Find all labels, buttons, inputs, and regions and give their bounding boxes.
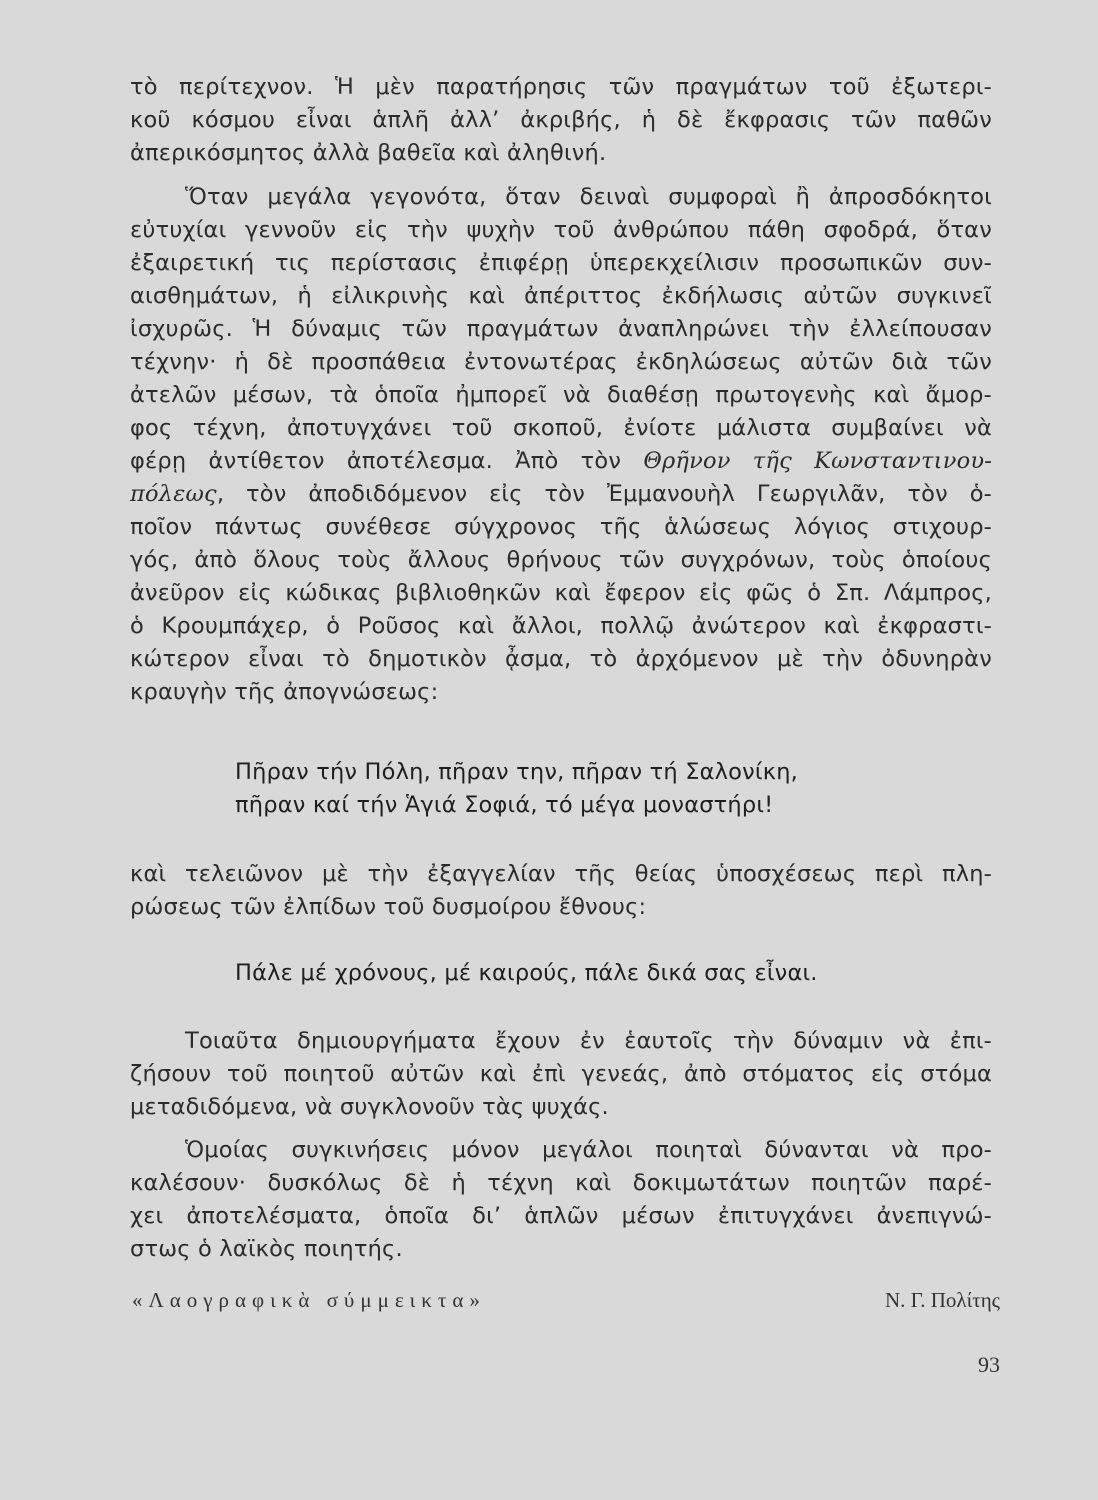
text-line xyxy=(130,281,992,311)
verse-line xyxy=(235,757,798,787)
text-span: καλέσουν· δυσκόλως δὲ ἡ τέχνη καὶ δοκιμωτάτων ποιητῶν παρέ- xyxy=(130,1170,992,1196)
text-line xyxy=(130,413,992,443)
text-line xyxy=(130,512,992,542)
text-line xyxy=(130,314,992,344)
text-span: ζήσουν τοῦ ποιητοῦ αὐτῶν καὶ ἐπὶ γενεάς, ἀπὸ στόματος εἰς στόμα xyxy=(130,1061,992,1087)
text-line xyxy=(130,677,992,707)
text-span: ἰσχυρῶς. Ἡ δύναμις τῶν πραγμάτων ἀναπληρώνει τὴν ἐλλείπουσαν xyxy=(130,316,992,342)
text-line xyxy=(130,72,992,102)
text-span: ποῖον πάντως συνέθεσε σύγχρονος τῆς ἁλώσεως λόγιος στιχουρ- xyxy=(130,514,992,540)
text-line xyxy=(130,611,992,641)
text-span: Πάλε μέ χρόνους, μέ καιρούς, πάλε δικά σας εἶναι. xyxy=(235,960,818,986)
text-span: ἐξαιρετική τις περίστασις ἐπιφέρῃ ὑπερεκχείλισιν προσωπικῶν συν- xyxy=(130,250,992,276)
text-span: τέχνην· ἡ δὲ προσπάθεια ἐντονωτέρας ἐκδηλώσεως αὐτῶν διὰ τῶν xyxy=(130,349,992,375)
text-line xyxy=(185,1135,992,1165)
text-line xyxy=(130,1201,992,1231)
text-line xyxy=(130,105,992,135)
text-span: , τὸν ἀποδιδόμενον εἰς τὸν Ἐμμανουὴλ Γεωργιλᾶν, τὸν ὁ- xyxy=(216,481,992,507)
text-span: κοῦ κόσμου εἶναι ἁπλῆ ἀλλ’ ἀκριβής, ἡ δὲ ἔκφρασις τῶν παθῶν xyxy=(130,107,992,133)
text-line xyxy=(130,1059,992,1089)
text-span: ἀνεῦρον εἰς κώδικας βιβλιοθηκῶν καὶ ἔφερον εἰς φῶς ὁ Σπ. Λάμπρος, xyxy=(130,580,992,606)
text-line xyxy=(130,1234,992,1264)
text-span: στως ὁ λαϊκὸς ποιητής. xyxy=(130,1236,403,1262)
text-line xyxy=(130,446,992,476)
text-line xyxy=(130,1168,992,1198)
text-span: εὐτυχίαι γεννοῦν εἰς τὴν ψυχὴν τοῦ ἀνθρώπου πάθη σφοδρά, ὅταν xyxy=(130,217,992,243)
text-line xyxy=(130,644,992,674)
text-line xyxy=(130,892,992,922)
text-line xyxy=(130,859,992,889)
text-span: φέρῃ ἀντίθετον ἀποτέλεσμα. Ἀπὸ τὸν xyxy=(130,448,644,474)
text-line xyxy=(130,138,992,168)
text-span: Τοιαῦτα δημιουργήματα ἔχουν ἐν ἑαυτοῖς τὴν δύναμιν νὰ ἐπι- xyxy=(185,1028,992,1054)
text-line xyxy=(130,347,992,377)
text-span: χει ἀποτελέσματα, ὁποῖα δι’ ἁπλῶν μέσων ἐπιτυγχάνει ἀνεπιγνώ- xyxy=(130,1203,992,1229)
text-line xyxy=(130,215,992,245)
text-line xyxy=(130,248,992,278)
text-span: ρώσεως τῶν ἐλπίδων τοῦ δυσμοίρου ἔθνους: xyxy=(130,894,647,920)
text-span: μεταδιδόμενα, νὰ συγκλονοῦν τὰς ψυχάς. xyxy=(130,1094,609,1120)
text-line xyxy=(130,578,992,608)
text-line xyxy=(130,479,992,509)
text-span: τὸ περίτεχνον. Ἡ μὲν παρατήρησις τῶν πραγμάτων τοῦ ἐξωτερι- xyxy=(130,74,992,100)
text-span: Ὁμοίας συγκινήσεις μόνον μεγάλοι ποιηταὶ δύνανται νὰ προ- xyxy=(185,1137,992,1163)
text-line xyxy=(130,380,992,410)
text-span: φος τέχνη, ἀποτυγχάνει τοῦ σκοποῦ, ἐνίοτε μάλιστα συμβαίνει νὰ xyxy=(130,415,992,441)
text-span: πῆραν καί τήν Ἁγιά Σοφιά, τό μέγα μοναστήρι! xyxy=(235,792,774,818)
text-span: κραυγὴν τῆς ἀπογνώσεως: xyxy=(130,679,439,705)
text-line xyxy=(130,1092,992,1122)
text-span: αισθημάτων, ἡ εἰλικρινὴς καὶ ἀπέριττος ἐκδήλωσις αὐτῶν συγκινεῖ xyxy=(130,283,992,309)
text-span: ἀπερικόσμητος ἀλλὰ βαθεῖα καὶ ἀληθινή. xyxy=(130,140,607,166)
text-span: Πῆραν τήν Πόλη, πῆραν την, πῆραν τή Σαλονίκη, xyxy=(235,759,799,785)
verse-line xyxy=(235,790,773,820)
text-span: γός, ἀπὸ ὅλους τοὺς ἄλλους θρήνους τῶν συγχρόνων, τοὺς ὁποίους xyxy=(130,547,992,573)
text-span: καὶ τελειῶνον μὲ τὴν ἐξαγγελίαν τῆς θείας ὑποσχέσεως περὶ πλη- xyxy=(130,861,992,887)
text-line xyxy=(130,545,992,575)
verse-line xyxy=(235,958,818,988)
italic-title: Θρῆνον τῆς Κωνσταντινου- xyxy=(643,448,992,474)
text-line xyxy=(185,1026,992,1056)
italic-title: πόλεως xyxy=(130,481,217,507)
page-number: 93 xyxy=(978,1352,1000,1377)
author-name: Ν. Γ. Πολίτης xyxy=(884,1288,1000,1312)
text-span: ὁ Κρουμπάχερ, ὁ Ροῦσος καὶ ἄλλοι, πολλῷ ἀνώτερον καὶ ἐκφραστι- xyxy=(130,613,992,639)
source-title: «Λαογραφικὰ σύμμεικτα» xyxy=(132,1288,486,1312)
text-line xyxy=(185,182,992,212)
text-span: Ὅταν μεγάλα γεγονότα, ὅταν δειναὶ συμφοραὶ ἢ ἀπροσδόκητοι xyxy=(185,184,992,210)
text-span: ἀτελῶν μέσων, τὰ ὁποῖα ἠμπορεῖ νὰ διαθέσῃ πρωτογενὴς καὶ ἄμορ- xyxy=(130,382,992,408)
text-span: κώτερον εἶναι τὸ δημοτικὸν ᾆσμα, τὸ ἀρχόμενον μὲ τὴν ὀδυνηρὰν xyxy=(130,646,992,672)
